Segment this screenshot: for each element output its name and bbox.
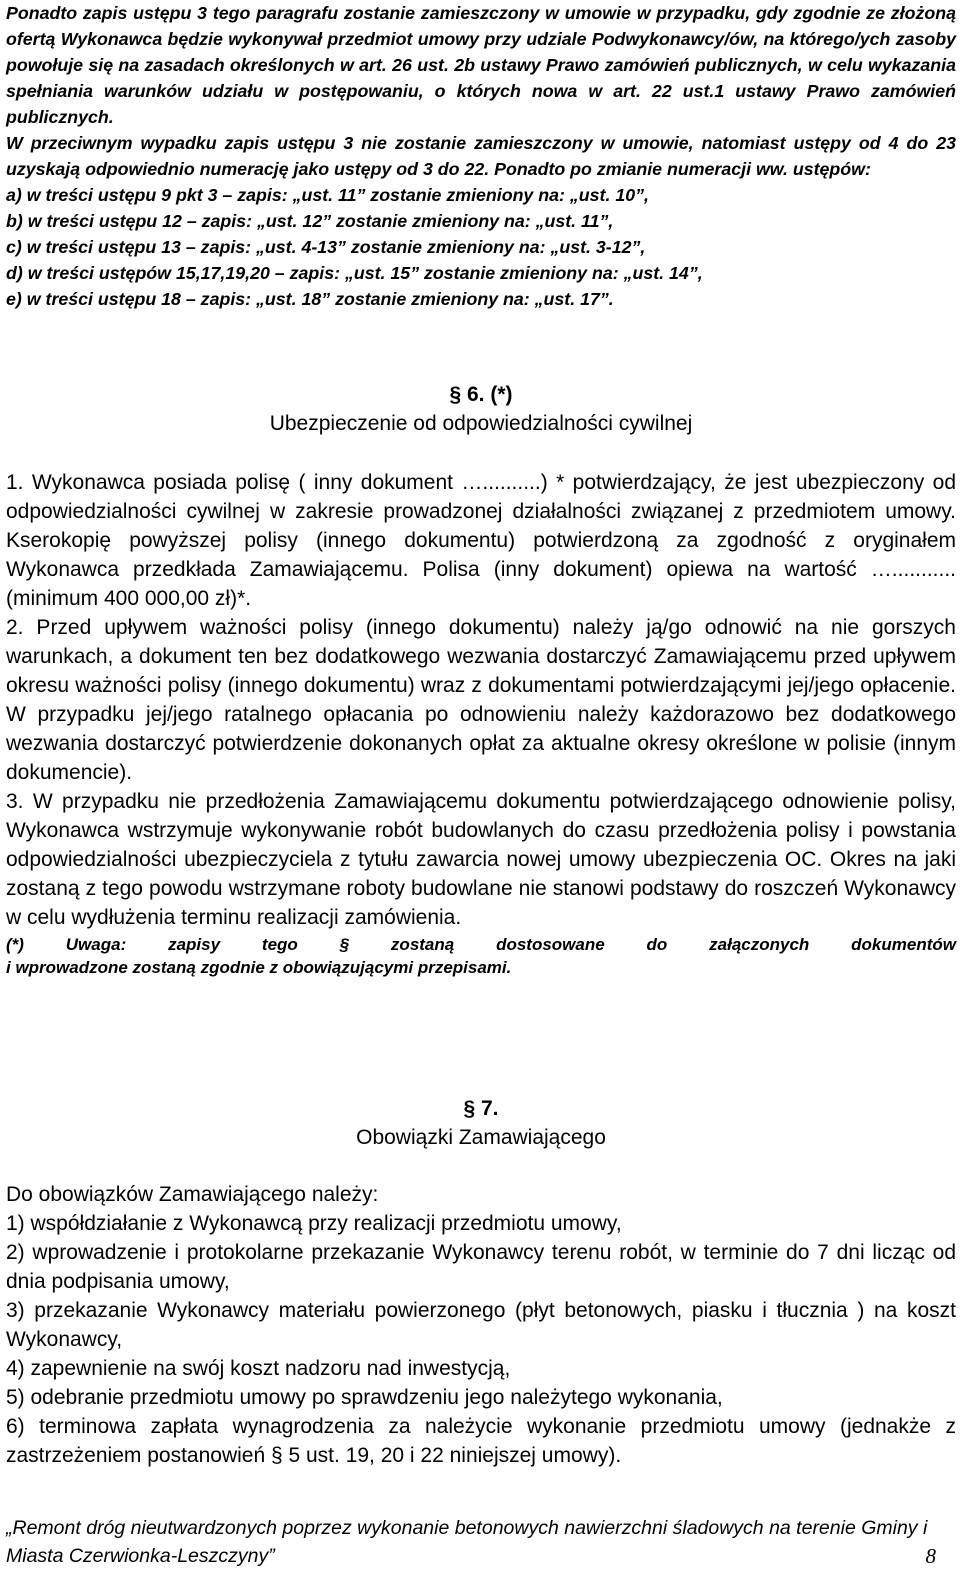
page-footer (6, 1514, 936, 1570)
section-6-body (6, 468, 956, 979)
section-6-paragraph-1: 1. Wykonawca posiada polisę ( inny dokument …..........) * potwierdzający, że jest ubezpieczony od odpowiedzialności cywilnej w zakresie prowadzonej działalności związanej z przedmiotem umowy. Kserokopię powyższej polisy (innego dokumentu) potwierdzoną za zgodność z oryginałem Wykonawca przedkłada Zamawiającemu. Polisa (inny dokument) opiewa na wartość …........... (minimum 400 000,00 zł)*. (6, 471, 956, 610)
section-6-note-line-2: i wprowadzone zostaną zgodnie z obowiązującymi przepisami. (6, 958, 512, 977)
section-7-item-2: 2) wprowadzenie i protokolarne przekazanie Wykonawcy terenu robót, w terminie do 7 dni licząc od dnia podpisania umowy, (6, 1241, 956, 1293)
section-7-number: § 7. (463, 1097, 499, 1120)
section-7-body (6, 1180, 956, 1470)
section-7-item-4: 4) zapewnienie na swój koszt nadzoru nad inwestycją, (6, 1357, 511, 1380)
section-7-lead: Do obowiązków Zamawiającego należy: (6, 1183, 379, 1206)
section-7-item-6: 6) terminowa zapłata wynagrodzenia za należycie wykonanie przedmiotu umowy (jednakże z zastrzeżeniem postanowień § 5 ust. 19, 20 i 22 niniejszej umowy). (6, 1415, 956, 1467)
section-6-paragraph-3: 3. W przypadku nie przedłożenia Zamawiającemu dokumentu potwierdzającego odnowienie polisy, Wykonawca wstrzymuje wykonywanie robót budowlanych do czasu przedłożenia polisy i powstania odpowiedzialności ubezpieczyciela z tytułu zawarcia nowej umowy ubezpieczenia OC. Okres na jaki zostaną z tego powodu wstrzymane roboty budowlane nie stanowi podstawy do roszczeń Wykonawcy w celu wydłużenia terminu realizacji zamówienia. (6, 790, 956, 929)
page-number: 8 (925, 1544, 936, 1568)
intro-block (6, 0, 956, 312)
section-6-paragraph-2: 2. Przed upływem ważności polisy (innego dokumentu) należy ją/go odnowić na nie gorszych warunkach, a dokument ten bez dodatkowego wezwania dostarczyć Zamawiającemu przed upływem okresu ważności polisy (innego dokumentu) wraz z dokumentami potwierdzającymi jej/jego opłacenie. W przypadku jej/jego ratalnego opłacania po odnowieniu należy każdorazowo bez dodatkowego wezwania dostarczyć potwierdzenie dokonanych opłat za aktualne okresy określone w polisie (innym dokumencie). (6, 616, 956, 784)
section-6-note-line-1: (*) Uwaga: zapisy tego § zostaną dostosowane do załączonych dokumentów (6, 935, 956, 954)
intro-item-a: a) w treści ustępu 9 pkt 3 – zapis: „ust. 11” zostanie zmieniony na: „ust. 10”, (6, 185, 649, 205)
intro-item-d: d) w treści ustępów 15,17,19,20 – zapis: „ust. 15” zostanie zmieniony na: „ust. 14”, (6, 263, 703, 283)
footer-title: „Remont dróg nieutwardzonych poprzez wykonanie betonowych nawierzchni śladowych na terenie Gminy i Miasta Czerwionka-Leszczyny” (6, 1517, 928, 1567)
intro-item-e: e) w treści ustępu 18 – zapis: „ust. 18” zostanie zmieniony na: „ust. 17”. (6, 289, 614, 309)
section-6-title: Ubezpieczenie od odpowiedzialności cywilnej (269, 412, 693, 435)
section-7-item-5: 5) odebranie przedmiotu umowy po sprawdzeniu jego należytego wykonania, (6, 1386, 723, 1409)
intro-paragraph-2: W przeciwnym wypadku zapis ustępu 3 nie zostanie zamieszczony w umowie, natomiast ustępy od 4 do 23 uzyskają odpowiednio numerację jako ustępy od 3 do 22. Ponadto po zmianie numeracji ww. ustępów: (6, 133, 956, 179)
section-7-item-3: 3) przekazanie Wykonawcy materiału powierzonego (płyt betonowych, piasku i tłucznia ) na koszt Wykonawcy, (6, 1299, 956, 1351)
intro-item-c: c) w treści ustępu 13 – zapis: „ust. 4-13” zostanie zmieniony na: „ust. 3-12”, (6, 237, 646, 257)
section-7-item-1: 1) współdziałanie z Wykonawcą przy realizacji przedmiotu umowy, (6, 1212, 622, 1235)
intro-paragraph-1: Ponadto zapis ustępu 3 tego paragrafu zostanie zamieszczony w umowie w przypadku, gdy zgodnie ze złożoną ofertą Wykonawca będzie wykonywał przedmiot umowy przy udziale Podwykonawcy/ów, na którego/ych zasoby powołuje się na zasadach określonych w art. 26 ust. 2b ustawy Prawo zamówień publicznych, w celu wykazania spełniania warunków udziału w postępowaniu, o których nowa w art. 22 ust.1 ustawy Prawo zamówień publicznych. (6, 3, 956, 127)
section-6 (6, 380, 956, 438)
section-7-title: Obowiązki Zamawiającego (356, 1126, 606, 1149)
section-7 (6, 1094, 956, 1152)
intro-item-b: b) w treści ustępu 12 – zapis: „ust. 12” zostanie zmieniony na: „ust. 11”, (6, 211, 614, 231)
section-6-number: § 6. (*) (449, 383, 513, 406)
